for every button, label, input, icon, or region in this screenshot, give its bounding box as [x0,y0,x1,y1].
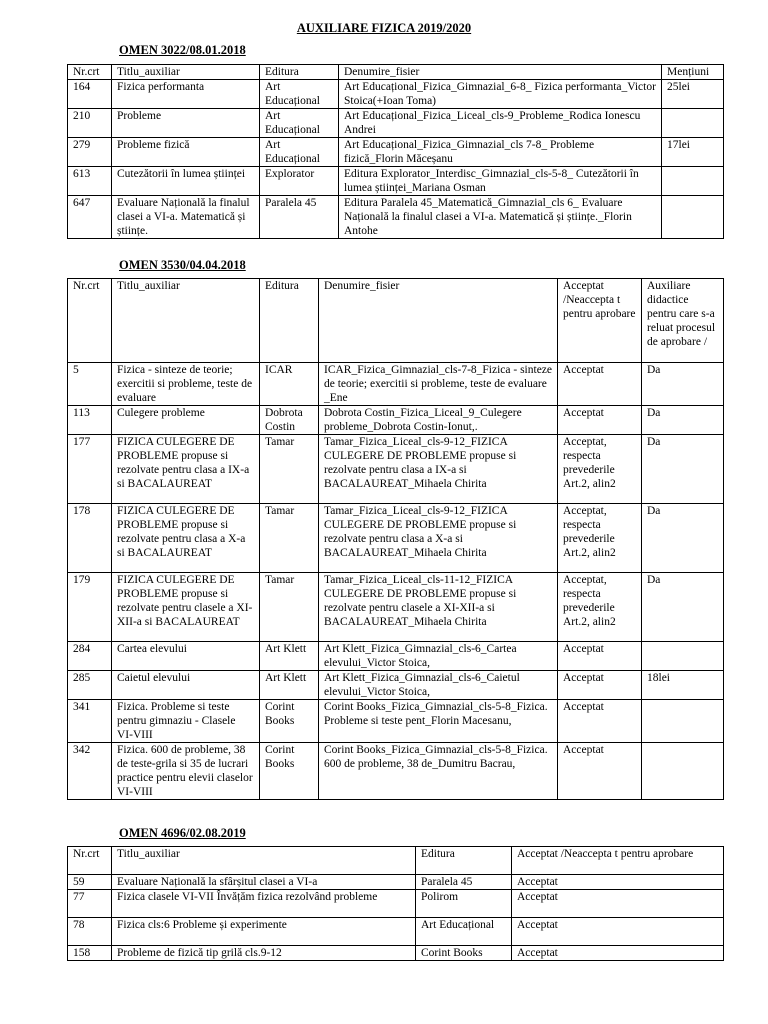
table-cell: Da [642,504,724,573]
column-header: Nr.crt [68,65,112,80]
table-cell: Fizica performanta [112,80,260,109]
column-header: Editura [260,279,319,363]
table-cell: Corint Books [416,946,512,961]
table-cell: Evaluare Națională la sfârșitul clasei a VI-a [112,875,416,890]
table-row [68,743,724,800]
table-cell: Cutezătorii în lumea științei [112,167,260,196]
column-header: Denumire_fisier [319,279,558,363]
table-row [68,167,724,196]
table-cell: Corint Books [260,743,319,800]
table-row [68,890,724,918]
table-cell: 285 [68,671,112,700]
table-cell: Paralela 45 [416,875,512,890]
table-cell: 17lei [662,138,724,167]
table-cell: Probleme fizică [112,138,260,167]
table-cell [662,109,724,138]
section-heading-omen-3022: OMEN 3022/08.01.2018 [119,43,246,57]
column-header: Titlu_auxiliar [112,65,260,80]
table-row [68,109,724,138]
table-cell: Tamar_Fizica_Liceal_cls-11-12_FIZICA CULEGERE DE PROBLEME propuse si rezolvate pentru clasele a XI-XII-a si BACALAUREAT_Mihaela Chirita [319,573,558,642]
column-header: Denumire_fisier [339,65,662,80]
table-row [68,642,724,671]
table-cell: Da [642,435,724,504]
table-cell: 613 [68,167,112,196]
table-cell: Corint Books_Fizica_Gimnazial_cls-5-8_Fizica. 600 de probleme, 38 de_Dumitru Bacrau, [319,743,558,800]
table-cell: Art Educațional [260,80,339,109]
table-cell: Paralela 45 [260,196,339,239]
table-cell: 164 [68,80,112,109]
table-row [68,138,724,167]
table-cell: ICAR [260,363,319,406]
column-header: Nr.crt [68,279,112,363]
column-header: Editura [416,847,512,875]
table-omen-3530 [67,278,724,800]
table-cell [642,642,724,671]
table-cell: Caietul elevului [112,671,260,700]
table-cell: Corint Books [260,700,319,743]
table-cell: 342 [68,743,112,800]
section-heading-omen-3530: OMEN 3530/04.04.2018 [119,258,246,272]
table-cell: 5 [68,363,112,406]
table-cell: Dobrota Costin [260,406,319,435]
table-omen-3022 [67,64,724,239]
table-omen-4696 [67,846,724,961]
table-cell: 279 [68,138,112,167]
table-row [68,363,724,406]
table-row [68,918,724,946]
column-header: Auxiliare didactice pentru care s-a reluat procesul de aprobare / [642,279,724,363]
column-header: Editura [260,65,339,80]
table-cell: FIZICA CULEGERE DE PROBLEME propuse si rezolvate pentru clasele a XI-XII-a si BACALAUREAT [112,573,260,642]
table-cell: Acceptat [558,406,642,435]
table-cell: 158 [68,946,112,961]
table-cell: ICAR_Fizica_Gimnazial_cls-7-8_Fizica - sinteze de teorie; exercitii si probleme, teste de evaluare _Ene [319,363,558,406]
table-cell: Tamar_Fizica_Liceal_cls-9-12_FIZICA CULEGERE DE PROBLEME propuse si rezolvate pentru clasa a X-a si BACALAUREAT_Mihaela Chirita [319,504,558,573]
column-header: Nr.crt [68,847,112,875]
table-cell: Da [642,573,724,642]
table-cell: Acceptat [512,890,724,918]
table-cell: 178 [68,504,112,573]
table-cell: Art Educațional [416,918,512,946]
table-header-row [68,65,724,80]
table-cell: Probleme de fizică tip grilă cls.9-12 [112,946,416,961]
table-cell: 77 [68,890,112,918]
table-cell: Da [642,406,724,435]
table-cell: 647 [68,196,112,239]
column-header: Titlu_auxiliar [112,279,260,363]
table-cell: Art Klett_Fizica_Gimnazial_cls-6_Cartea elevului_Victor Stoica, [319,642,558,671]
table-cell: Acceptat [512,875,724,890]
table-cell: 18lei [642,671,724,700]
table-row [68,406,724,435]
table-cell: FIZICA CULEGERE DE PROBLEME propuse si rezolvate pentru clasa a IX-a si BACALAUREAT [112,435,260,504]
table-cell: Acceptat [512,946,724,961]
table-cell: 59 [68,875,112,890]
table-cell: FIZICA CULEGERE DE PROBLEME propuse si rezolvate pentru clasa a X-a si BACALAUREAT [112,504,260,573]
table-row [68,946,724,961]
table-row [68,700,724,743]
table-cell: Fizica cls:6 Probleme și experimente [112,918,416,946]
column-header: Acceptat /Neaccepta t pentru aprobare [558,279,642,363]
table-row [68,435,724,504]
table-cell: Fizica. 600 de probleme, 38 de teste-grila si 35 de lucrari practice pentru elevii claselor VI-VIII [112,743,260,800]
document-title: AUXILIARE FIZICA 2019/2020 [296,21,472,35]
table-cell: 341 [68,700,112,743]
table-cell: 179 [68,573,112,642]
table-cell: Acceptat [558,743,642,800]
table-cell: Acceptat [558,363,642,406]
table-cell: Evaluare Națională la finalul clasei a VI-a. Matematică și științe. [112,196,260,239]
column-header: Acceptat /Neaccepta t pentru aprobare [512,847,724,875]
table-cell: Art Educațional_Fizica_Gimnazial_cls 7-8_ Probleme fizică_Florin Măceșanu [339,138,662,167]
table-cell: Tamar [260,573,319,642]
table-cell: Tamar [260,504,319,573]
table-cell [642,700,724,743]
table-cell: Art Educațional [260,109,339,138]
section-heading-omen-4696: OMEN 4696/02.08.2019 [119,826,246,840]
column-header: Titlu_auxiliar [112,847,416,875]
table-cell: Acceptat [512,918,724,946]
table-cell: 78 [68,918,112,946]
table-cell: Culegere probleme [112,406,260,435]
table-cell: 25lei [662,80,724,109]
table-cell: Editura Paralela 45_Matematică_Gimnazial_cls 6_ Evaluare Națională la finalul clasei a VI-a. Matematică și științe._Florin Antohe [339,196,662,239]
table-cell: Art Klett [260,642,319,671]
table-row [68,80,724,109]
table-cell: Tamar_Fizica_Liceal_cls-9-12_FIZICA CULEGERE DE PROBLEME propuse si rezolvate pentru clasa a IX-a si BACALAUREAT_Mihaela Chirita [319,435,558,504]
table-cell: Acceptat, respecta prevederile Art.2, alin2 [558,435,642,504]
table-cell: Polirom [416,890,512,918]
column-header: Mențiuni [662,65,724,80]
table-cell: Acceptat, respecta prevederile Art.2, alin2 [558,573,642,642]
table-cell: Fizica - sinteze de teorie; exercitii si probleme, teste de evaluare [112,363,260,406]
table-row [68,875,724,890]
table-cell: Art Educațional_Fizica_Liceal_cls-9_Probleme_Rodica Ionescu Andrei [339,109,662,138]
table-row [68,573,724,642]
table-cell: Fizica. Probleme si teste pentru gimnaziu - Clasele VI-VIII [112,700,260,743]
table-cell: Acceptat, respecta prevederile Art.2, alin2 [558,504,642,573]
table-cell: Acceptat [558,671,642,700]
table-header-row [68,847,724,875]
table-cell: 210 [68,109,112,138]
table-row [68,671,724,700]
table-cell: Da [642,363,724,406]
table-cell: Tamar [260,435,319,504]
table-row [68,504,724,573]
table-row [68,196,724,239]
table-cell: Acceptat [558,642,642,671]
table-cell: Probleme [112,109,260,138]
table-cell: Explorator [260,167,339,196]
table-cell: Acceptat [558,700,642,743]
table-cell: Dobrota Costin_Fizica_Liceal_9_Culegere probleme_Dobrota Costin-Ionut,. [319,406,558,435]
table-cell: 177 [68,435,112,504]
table-cell: Cartea elevului [112,642,260,671]
table-cell [642,743,724,800]
table-cell [662,196,724,239]
table-cell: Art Klett_Fizica_Gimnazial_cls-6_Caietul elevului_Victor Stoica, [319,671,558,700]
table-cell: 284 [68,642,112,671]
table-cell: Art Educațional_Fizica_Gimnazial_6-8_ Fizica performanta_Victor Stoica(+Ioan Toma) [339,80,662,109]
table-cell: Editura Explorator_Interdisc_Gimnazial_cls-5-8_ Cutezătorii în lumea științei_Mariana Osman [339,167,662,196]
table-cell: 113 [68,406,112,435]
table-cell [662,167,724,196]
table-cell: Fizica clasele VI-VII Învățăm fizica rezolvând probleme [112,890,416,918]
table-cell: Art Educațional [260,138,339,167]
table-cell: Corint Books_Fizica_Gimnazial_cls-5-8_Fizica. Probleme si teste pent_Florin Macesanu, [319,700,558,743]
table-cell: Art Klett [260,671,319,700]
table-header-row [68,279,724,363]
